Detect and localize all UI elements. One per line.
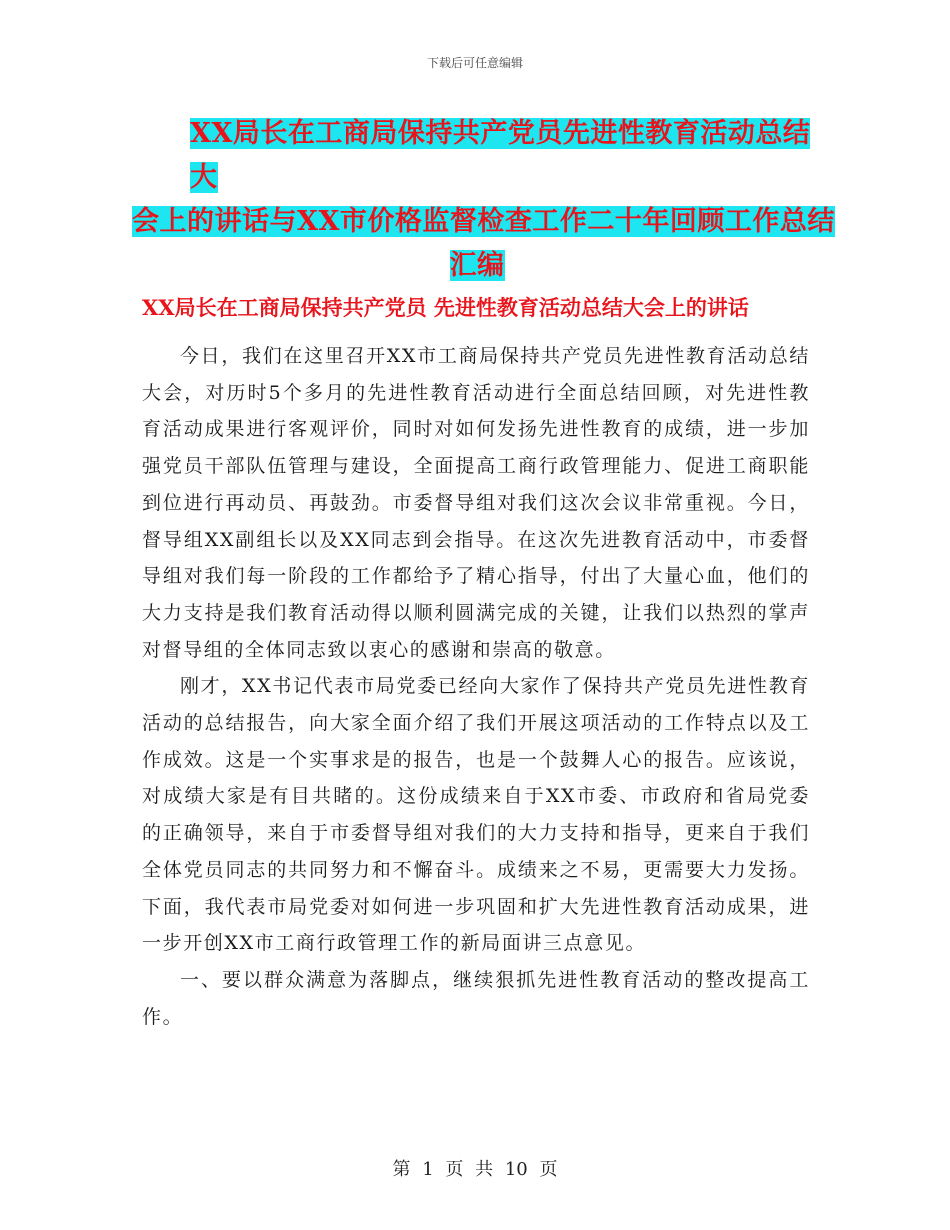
paragraph-2: 刚才，XX书记代表市局党委已经向大家作了保持共产党员先进性教育活动的总结报告，向大家全面介绍了我们开展这项活动的工作特点以及工作成效。这是一个实事求是的报告，也是一个鼓舞人心的报告。应该说，对成绩大家是有目共睹的。这份成绩来自于XX市委、市政府和省局党委的正确领导，来自于市委督导组对我们的大力支持和指导，更来自于我们全体党员同志的共同努力和不懈奋斗。成绩来之不易，更需要大力发扬。下面，我代表市局党委对如何进一步巩固和扩大先进性教育活动成果，进一步开创XX市工商行政管理工作的新局面讲三点意见。 — [142, 675, 810, 955]
page-header-note: 下载后可任意编辑 — [426, 56, 523, 70]
document-title — [132, 112, 835, 288]
title-line-2: 会上的讲话与XX市价格监督检查工作二十年回顾工作总结 — [132, 206, 835, 237]
section-heading: XX局长在工商局保持共产党员 先进性教育活动总结大会上的讲话 — [142, 295, 749, 320]
title-line-3: 汇编 — [449, 250, 505, 281]
paragraph-1: 今日，我们在这里召开XX市工商局保持共产党员先进性教育活动总结大会，对历时5个多月的先进性教育活动进行全面总结回顾，对先进性教育活动成果进行客观评价，同时对如何发扬先进性教育的成绩，进一步加强党员干部队伍管理与建设，全面提高工商行政管理能力、促进工商职能到位进行再动员、再鼓劲。市委督导组对我们这次会议非常重视。今日，督导组XX副组长以及XX同志到会指导。在这次先进教育活动中，市委督导组对我们每一阶段的工作都给予了精心指导，付出了大量心血，他们的大力支持是我们教育活动得以顺利圆满完成的关键，让我们以热烈的掌声对督导组的全体同志致以衷心的感谢和崇高的敬意。 — [142, 345, 810, 661]
paragraph-3: 一、要以群众满意为落脚点，继续狠抓先进性教育活动的整改提高工作。 — [142, 968, 810, 1028]
body-text — [142, 338, 810, 1035]
page-number: 第 1 页 共 10 页 — [392, 1159, 558, 1180]
title-line-1: XX局长在工商局保持共产党员先进性教育活动总结大 — [190, 118, 811, 193]
